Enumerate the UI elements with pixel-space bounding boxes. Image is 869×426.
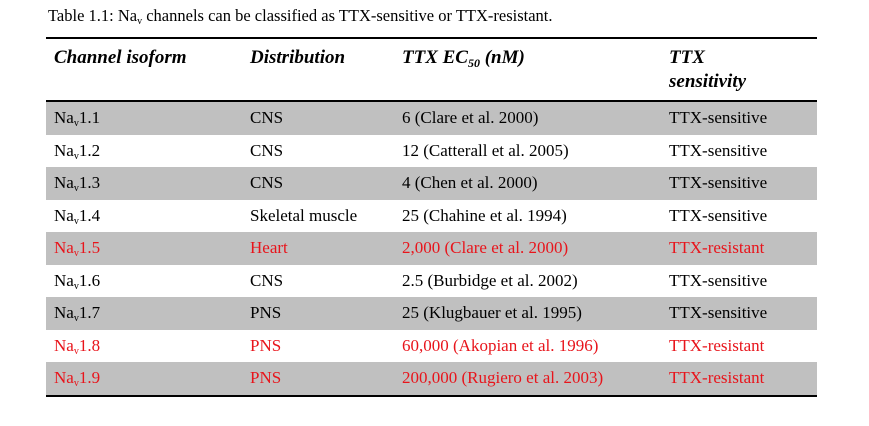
cell-channel-isoform <box>54 297 100 330</box>
cell-ttx-sensitivity: TTX-sensitive <box>669 108 768 127</box>
cell-channel-isoform <box>54 200 100 233</box>
table-caption <box>48 6 553 26</box>
cell-ttx-sensitivity: TTX-sensitive <box>669 303 768 322</box>
isoform-subscript: v <box>73 280 79 292</box>
table-bottom-rule <box>46 395 817 397</box>
cell-channel-isoform <box>54 167 100 200</box>
isoform-prefix: Na <box>54 270 74 290</box>
header-ec50-suffix: (nM) <box>479 47 525 68</box>
isoform-number: 1.8 <box>78 335 101 355</box>
isoform-number: 1.4 <box>78 205 101 225</box>
isoform-prefix: Na <box>54 368 74 387</box>
cell-ttx-ec50: 25 (Chahine et al. 1994) <box>402 205 567 225</box>
isoform-number: 1.2 <box>78 140 101 160</box>
cell-ttx-sensitivity: TTX-resistant <box>669 335 765 355</box>
table-row <box>46 362 817 395</box>
cell-channel-isoform <box>54 330 100 363</box>
isoform-prefix: Na <box>54 140 74 160</box>
cell-ttx-sensitivity: TTX-sensitive <box>669 205 768 225</box>
cell-distribution: CNS <box>250 173 284 192</box>
cell-distribution: PNS <box>250 368 282 387</box>
cell-ttx-sensitivity: TTX-sensitive <box>669 173 768 192</box>
caption-suffix: channels can be classified as TTX-sensitive or TTX-resistant. <box>142 6 553 25</box>
cell-ttx-ec50: 60,000 (Akopian et al. 1996) <box>402 335 599 355</box>
isoform-subscript: v <box>73 118 79 129</box>
channel-table <box>46 37 817 397</box>
cell-distribution: Skeletal muscle <box>250 205 358 225</box>
cell-ttx-ec50: 6 (Clare et al. 2000) <box>402 108 539 127</box>
isoform-prefix: Na <box>54 205 74 225</box>
isoform-subscript: v <box>73 215 79 227</box>
cell-channel-isoform <box>54 135 100 168</box>
isoform-subscript: v <box>73 248 79 259</box>
cell-ttx-sensitivity: TTX-resistant <box>669 238 765 257</box>
header-ttx-ec50 <box>402 46 525 70</box>
isoform-prefix: Na <box>54 303 74 322</box>
cell-channel-isoform <box>54 232 100 265</box>
header-ec50-subscript: 50 <box>467 56 480 70</box>
header-sensitivity-line2: sensitivity <box>669 71 747 92</box>
table-row <box>46 135 817 168</box>
header-distribution: Distribution <box>250 47 346 68</box>
cell-ttx-ec50: 200,000 (Rugiero et al. 2003) <box>402 368 604 387</box>
cell-ttx-ec50: 12 (Catterall et al. 2005) <box>402 140 569 160</box>
cell-channel-isoform <box>54 102 100 135</box>
isoform-prefix: Na <box>54 238 74 257</box>
cell-ttx-sensitivity: TTX-sensitive <box>669 140 768 160</box>
isoform-number: 1.5 <box>78 238 101 257</box>
isoform-number: 1.1 <box>78 108 101 127</box>
isoform-number: 1.6 <box>78 270 101 290</box>
cell-distribution: CNS <box>250 270 284 290</box>
cell-ttx-ec50: 2,000 (Clare et al. 2000) <box>402 238 569 257</box>
table-row <box>46 200 817 233</box>
cell-ttx-ec50: 25 (Klugbauer et al. 1995) <box>402 303 582 322</box>
isoform-number: 1.7 <box>78 303 101 322</box>
caption-prefix: Table 1.1: Na <box>48 6 138 25</box>
isoform-prefix: Na <box>54 335 74 355</box>
header-sensitivity-line1: TTX <box>669 47 705 68</box>
isoform-subscript: v <box>73 345 79 357</box>
table-row <box>46 232 817 265</box>
cell-ttx-ec50: 2.5 (Burbidge et al. 2002) <box>402 270 578 290</box>
cell-distribution: CNS <box>250 140 284 160</box>
cell-channel-isoform <box>54 362 100 395</box>
table-header-row <box>46 39 817 100</box>
caption-subscript: v <box>137 16 143 27</box>
cell-distribution: PNS <box>250 335 282 355</box>
cell-distribution: Heart <box>250 238 288 257</box>
header-channel-isoform: Channel isoform <box>54 47 187 68</box>
cell-ttx-sensitivity: TTX-resistant <box>669 368 765 387</box>
table-body <box>46 102 817 395</box>
isoform-prefix: Na <box>54 173 74 192</box>
isoform-number: 1.9 <box>78 368 101 387</box>
table-row <box>46 102 817 135</box>
isoform-subscript: v <box>73 150 79 162</box>
cell-distribution: PNS <box>250 303 282 322</box>
header-ttx-sensitivity <box>669 46 746 94</box>
cell-ttx-sensitivity: TTX-sensitive <box>669 270 768 290</box>
table-row <box>46 265 817 298</box>
cell-channel-isoform <box>54 265 100 298</box>
table-row <box>46 297 817 330</box>
isoform-number: 1.3 <box>78 173 101 192</box>
table-row <box>46 330 817 363</box>
cell-ttx-ec50: 4 (Chen et al. 2000) <box>402 173 538 192</box>
isoform-subscript: v <box>73 313 79 324</box>
table-row <box>46 167 817 200</box>
isoform-subscript: v <box>73 378 79 389</box>
header-ec50-prefix: TTX EC <box>402 47 468 68</box>
isoform-prefix: Na <box>54 108 74 127</box>
cell-distribution: CNS <box>250 108 284 127</box>
isoform-subscript: v <box>73 183 79 194</box>
